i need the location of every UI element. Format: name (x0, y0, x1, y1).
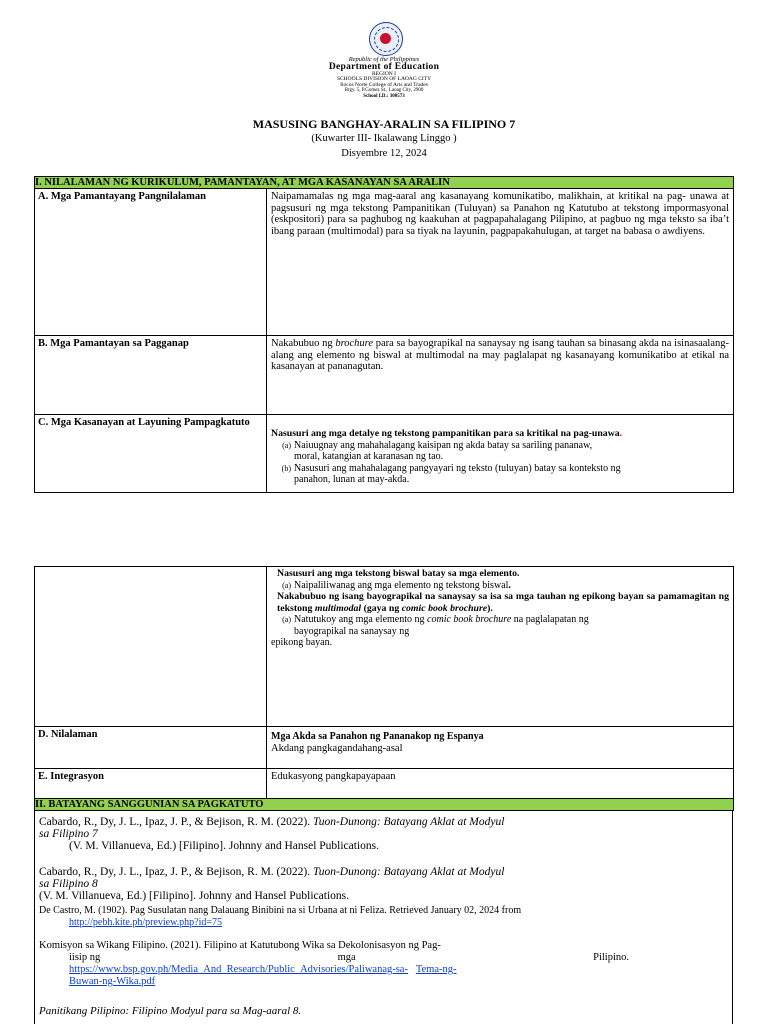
row-competencies-continued (35, 567, 734, 727)
region-line: REGION I (372, 71, 396, 77)
biography-objective: Nakabubuo ng isang bayograpikal na sanaysay sa isa sa mga tauhan ng epikong bayan sa pamamagitan ng tekstong multimodal (gaya ng comic book brochure). (277, 591, 729, 614)
reference-1: Cabardo, R., Dy, J. L., Ipaz, J. P., & Bejison, R. M. (2022). Tuon-Dunong: Batayang Aklat at Modyul sa Filipino 7 (V. M. Villanueva, Ed.) [Filipino]. Johnny and Hansel Publications. (39, 816, 505, 852)
competencies-continued-text (267, 567, 734, 727)
school-name: Ilocos Norte College of Arts and Trades (340, 82, 428, 88)
competency-item-b: (b) Nasusuri ang mahahalagang pangyayari ng teksto (tuluyan) batay sa konteksto ng (281, 462, 621, 474)
row-content (35, 727, 734, 769)
competency-item-b-cont: panahon, lunan at may-akda. (294, 474, 410, 485)
integration-label: E. Integrasyon (35, 769, 267, 799)
row-performance-standards (35, 336, 734, 415)
biography-item-a: (a) Natutukoy ang mga elemento ng comic book brochure na paglalapatan ng (282, 614, 589, 625)
performance-standards-text: Nakabubuo ng brochure para sa bayograpikal na sanaysay ng isang tauhan sa binasang akda na isinasaalang- alang ang elemento ng biswal at multimodal na may paglalapat ng kasanayang komunikatibo at etikal na kasanayan at pananagutan. (267, 336, 734, 415)
competencies-text (267, 415, 734, 493)
department-name: Department of Education (328, 62, 440, 72)
content-text (267, 727, 734, 769)
empty-label-cell (35, 567, 267, 727)
reference-4-link[interactable]: https://www.bsp.gov.ph/Media_And_Research/Public_Advisories/Paliwanag-sa- (69, 964, 408, 975)
republic-line: Republic of the Philippines (348, 56, 420, 63)
reference-2: Cabardo, R., Dy, J. L., Ipaz, J. P., & Bejison, R. M. (2022). Tuon-Dunong: Batayang Aklat at Modyul sa Filipino 8 (V. M. Villanueva, Ed.) [Filipino]. Johnny and Hansel Publications. (39, 866, 505, 902)
competency-item-a: (a) Naiuugnay ang mahahalagang kaisipan ng akda batay sa sariling pananaw, (282, 439, 593, 451)
lesson-date: Disyembre 12, 2024 (341, 148, 427, 159)
quarter-week: (Kuwarter III- Ikalawang Linggo ) (311, 133, 457, 144)
division-line: SCHOOLS DIVISION OF LAOAG CITY (336, 76, 432, 82)
content-standards-label: A. Mga Pamantayang Pangnilalaman (35, 189, 267, 336)
visual-text-objective: Nasusuri ang mga tekstong biswal batay sa mga elemento. (277, 568, 520, 579)
deped-seal (369, 22, 403, 56)
competency-main: Nasusuri ang mga detalye ng tekstong pampanitikan para sa kritikal na pag-unawa. (271, 428, 623, 439)
reference-5: Panitikang Pilipino: Filipino Modyul para sa Mag-aaral 8. (39, 1005, 302, 1017)
row-integration (35, 769, 734, 799)
performance-standards-label: B. Mga Pamantayan sa Pagganap (35, 336, 267, 415)
school-id: School I.D.: 300573 (363, 94, 405, 99)
section-2-heading: II. BATAYANG SANGGUNIAN SA PAGKATUTO (35, 799, 734, 811)
biography-item-a-cont: bayograpikal na sanaysay ng (294, 625, 410, 637)
row-competencies (35, 415, 734, 493)
content-standards-text: Naipamamalas ng mga mag-aaral ang kasanayang komunikatibo, malikhain, at kritikal na pag- unawa at pagsusuri ng mga tekstong Pampanitikan (Tuluyan) sa Panahon ng Katutubo at tekstong impormasyonal (eskpositori) para sa paghubog ng kaakuhan at pagpapahalagang Pilipino, at pagbuo ng mga teksto sa iba’t ibang paraan (multimodal) para sa tiyak na layunin, pagpapakahulugan, at target na babasa o awdiyens. (267, 189, 734, 336)
reference-4-link-c[interactable]: Buwan-ng-Wika.pdf (69, 976, 156, 987)
competencies-label: C. Mga Kasanayan at Layuning Pampagkatuto (35, 415, 267, 493)
reference-4-link-b[interactable]: Tema-ng- (415, 964, 457, 975)
reference-4: Komisyon sa Wikang Filipino. (2021). Filipino at Katutubong Wika sa Dekolonisasyon ng Pag- iisip ng mga Pilipino. https://www.bsp.gov.ph/Media_And_Research/Public_Advisories/Paliwanag-sa- Tema-ng- Buwan-ng-Wika.pdf (39, 940, 629, 987)
section-1-heading-row (35, 177, 734, 189)
references-block (34, 810, 733, 1024)
school-address: Brgy. 5, P.Gomez St., Laoag City, 2900 (344, 88, 424, 93)
section-2-heading-row (35, 799, 734, 811)
biography-item-a-cont2: epikong bayan. (271, 637, 333, 648)
reference-3-link[interactable]: http://pebh.kite.ph/preview.php?id=75 (69, 917, 223, 928)
competency-item-a-cont: moral, katangian at karanasan ng tao. (294, 451, 444, 462)
content-label: D. Nilalaman (35, 727, 267, 769)
page-title: MASUSING BANGHAY-ARALIN SA FILIPINO 7 (252, 117, 516, 131)
continued-table (34, 566, 734, 811)
curriculum-table (34, 176, 734, 493)
integration-text: Edukasyong pangkapayapaan (267, 769, 734, 799)
content-title: Mga Akda sa Panahon ng Pananakop ng Espanya (271, 731, 484, 742)
section-1-heading: I. NILALAMAN NG KURIKULUM, PAMANTAYAN, AT MGA KASANAYAN SA ARALIN (35, 177, 734, 189)
reference-3: De Castro, M. (1902). Pag Susulatan nang Dalauang Binibini na si Urbana at ni Feliza. Retrieved January 02, 2024 from http://pebh.kite.ph/preview.php?id=75 (39, 905, 522, 928)
row-content-standards (35, 189, 734, 336)
visual-text-item-a: (a) Naipaliliwanag ang mga elemento ng tekstong biswal. (282, 579, 511, 591)
content-subtitle: Akdang pangkagandahang-asal (271, 743, 403, 754)
